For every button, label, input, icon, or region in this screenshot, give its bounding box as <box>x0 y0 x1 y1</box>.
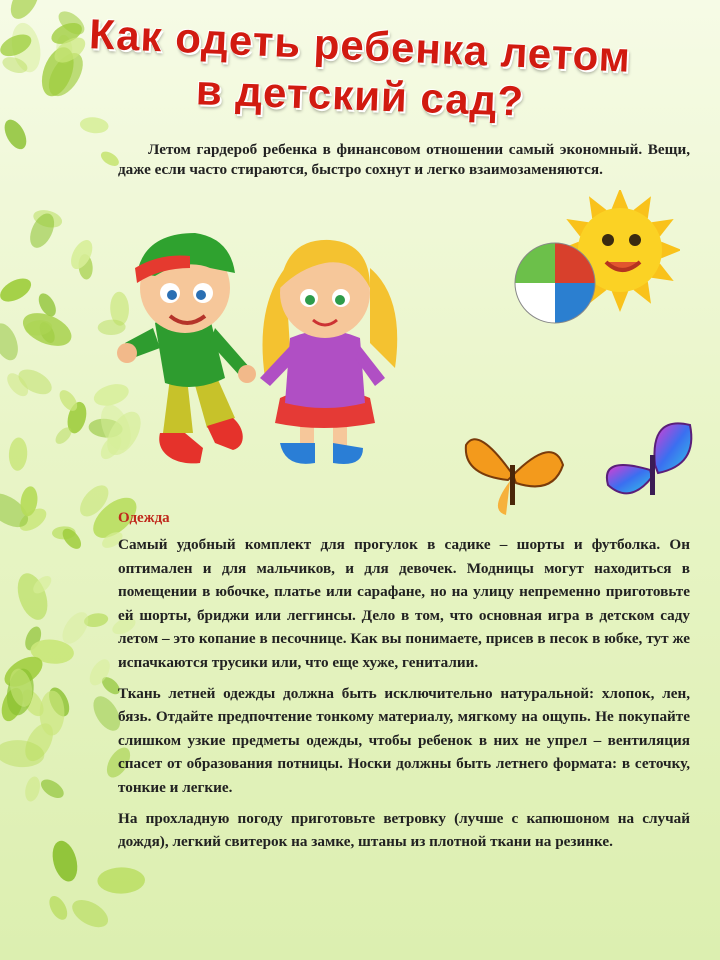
rainbow-butterfly-icon <box>600 415 700 510</box>
section-heading-clothing: Одежда <box>118 510 170 526</box>
body-paragraph: Самый удобный комплект для прогулок в садике – шорты и футболка. Он оптимален и для мальчиков, и для девочек. Модницы могут находиться в помещении в юбочке, платье или сарафане, но на улицу непременно приготовьте ей шорты, бриджи или леггинсы. Дело в том, что основная игра в детском саду летом – это копание в песочнице. Как вы понимаете, присев в песок в юбке, тут же испачкаются трусики или, что еще хуже, гениталии. <box>118 536 690 671</box>
body-paragraph: Ткань летней одежды должна быть исключительно натуральной: хлопок, лен, бязь. Отдайте предпочтение тонкому материалу, мягкому на ощупь. Не покупайте слишком узкие предметы одежды, чтобы ребенок в них не упрел – вентиляция спасет от образования потницы. Носки должны быть летнего формата: в сеточку, тонкие и легкие. <box>118 684 690 796</box>
girl-illustration <box>245 228 415 473</box>
intro-paragraph: Летом гардероб ребенка в финансовом отношении самый экономный. Вещи, даже если часто стираются, быстро сохнут и легко взаимозаменяются. <box>118 141 690 178</box>
boy-illustration <box>115 228 265 488</box>
section-body <box>118 533 690 861</box>
page-title-line-2: в детский сад? <box>195 66 525 125</box>
body-paragraph: На прохладную погоду приготовьте ветровку (лучше с капюшоном на случай дождя), легкий свитерок на замке, штаны из плотной ткани на резинке. <box>118 809 690 851</box>
orange-butterfly-icon <box>458 425 568 520</box>
beach-ball-icon <box>510 238 600 328</box>
page-title-line-1: Как одеть ребенка летом <box>88 10 632 81</box>
